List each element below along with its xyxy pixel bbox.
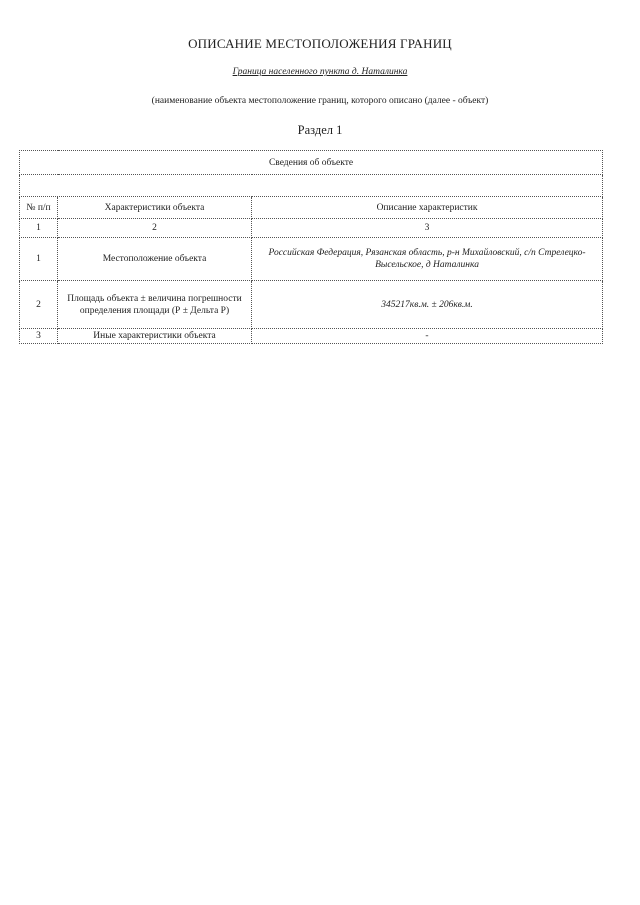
row-characteristic: Местоположение объекта bbox=[58, 238, 252, 281]
row-description: - bbox=[252, 329, 603, 344]
table-row bbox=[20, 238, 603, 281]
column-number-3: 3 bbox=[252, 219, 603, 238]
column-number-2: 2 bbox=[58, 219, 252, 238]
row-description: 345217кв.м. ± 206кв.м. bbox=[252, 281, 603, 329]
document-note: (наименование объекта местоположение границ, которого описано (далее - объект) bbox=[151, 96, 489, 106]
table-blank-cell bbox=[20, 175, 603, 197]
table-row bbox=[20, 329, 603, 344]
document-subtitle bbox=[0, 67, 640, 77]
object-info-table bbox=[19, 150, 603, 344]
table-row bbox=[20, 281, 603, 329]
row-num: 1 bbox=[20, 238, 58, 281]
document-title: ОПИСАНИЕ МЕСТОПОЛОЖЕНИЯ ГРАНИЦ bbox=[188, 36, 452, 51]
table-column-number-row bbox=[20, 219, 603, 238]
row-num: 3 bbox=[20, 329, 58, 344]
column-header-num: № п/п bbox=[20, 197, 58, 219]
table-column-header-row bbox=[20, 197, 603, 219]
table-blank-row bbox=[20, 175, 603, 197]
row-num: 2 bbox=[20, 281, 58, 329]
row-characteristic: Площадь объекта ± величина погрешности определения площади (Р ± Дельта Р) bbox=[58, 281, 252, 329]
column-number-1: 1 bbox=[20, 219, 58, 238]
document-subtitle-text: Граница населенного пункта д. Наталинка bbox=[232, 67, 408, 77]
table-header: Сведения об объекте bbox=[20, 151, 603, 175]
row-characteristic: Иные характеристики объекта bbox=[58, 329, 252, 344]
column-header-description: Описание характеристик bbox=[252, 197, 603, 219]
row-description: Российская Федерация, Рязанская область, р-н Михайловский, с/п Стрелецко-Высельское, д Наталинка bbox=[252, 238, 603, 281]
column-header-characteristic: Характеристики объекта bbox=[58, 197, 252, 219]
table-header-row bbox=[20, 151, 603, 175]
section-title: Раздел 1 bbox=[297, 123, 343, 137]
